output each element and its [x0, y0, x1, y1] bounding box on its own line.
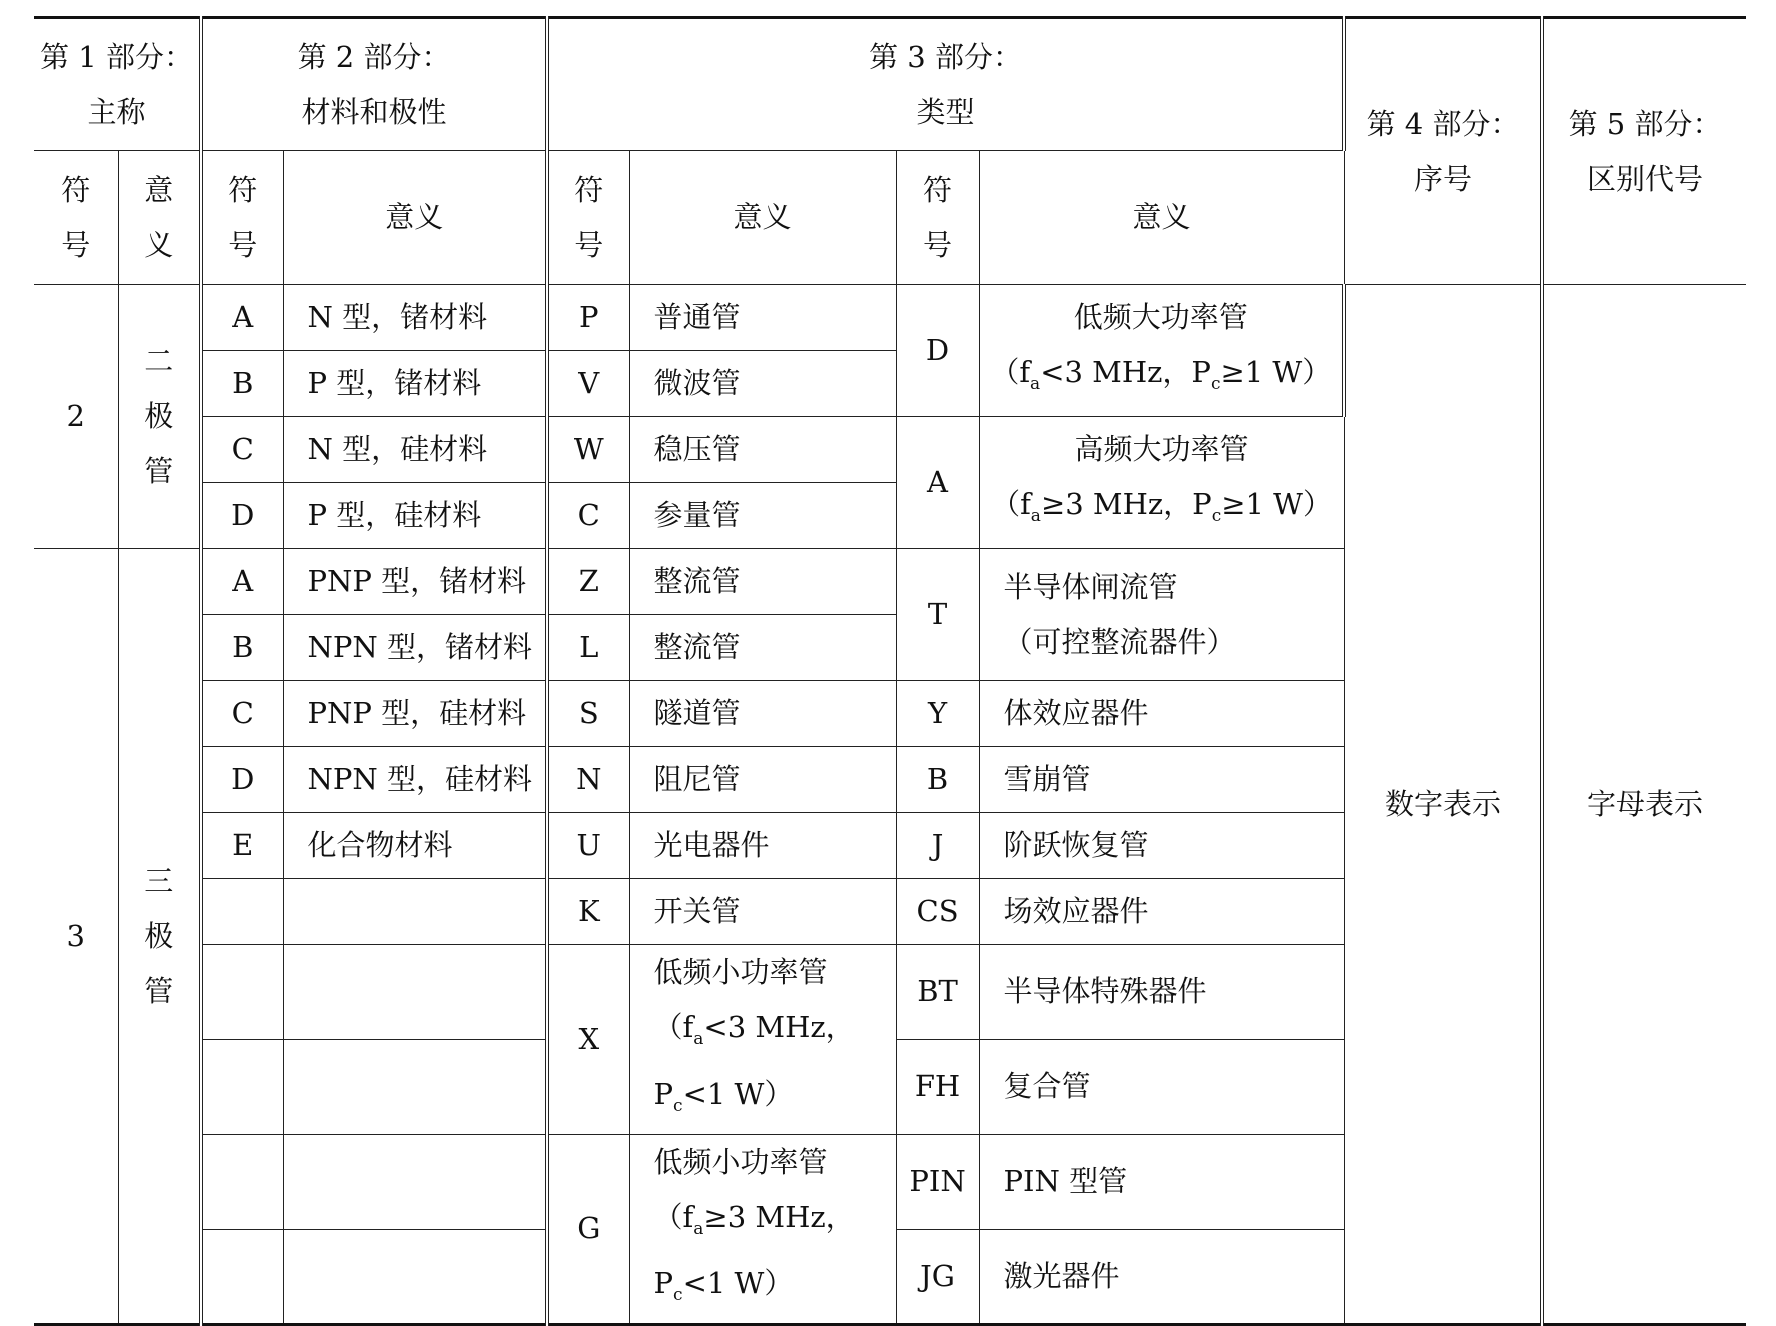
- part3-meaning-condition-2: $P_c<1$ W）: [653, 1266, 794, 1306]
- part2-symbol-empty: [201, 1134, 283, 1229]
- part3-right-meaning: 雪崩管: [979, 747, 1344, 813]
- part3-right-meaning: 阶跃恢复管: [979, 813, 1344, 879]
- part3-meaning: 普通管: [629, 285, 896, 351]
- part2-symbol-empty: [201, 879, 283, 945]
- part3-right-symbol: PIN: [896, 1134, 979, 1229]
- part3-subtitle: 类型: [916, 94, 975, 129]
- part3-meaning: [629, 945, 896, 1135]
- part2-meaning-empty: [283, 879, 547, 945]
- part3-meaning: 开关管: [629, 879, 896, 945]
- part2-symbol: C: [201, 417, 283, 483]
- part1-meaning-header: 意 义: [118, 151, 201, 285]
- part3-meaning-label: 低频小功率管: [653, 955, 828, 989]
- part2-symbol: B: [201, 351, 283, 417]
- part2-symbol-empty: [201, 1039, 283, 1134]
- part3-symbol: X: [547, 945, 629, 1135]
- part3-right-symbol: BT: [896, 945, 979, 1040]
- part3-symbol-header-b: 符 号: [896, 151, 979, 285]
- part3-meaning-condition-1: （$f_a\ge 3$ MHz，: [653, 1199, 855, 1239]
- part1-symbol-diode: 2: [34, 285, 118, 549]
- part3-meaning: [629, 1134, 896, 1325]
- part3-right-symbol: T: [896, 549, 979, 681]
- part3-right-symbol: B: [896, 747, 979, 813]
- part3-meaning-label: 低频小功率管: [653, 1144, 828, 1179]
- part3-right-meaning: 半导体特殊器件: [979, 945, 1344, 1040]
- part2-meaning: N 型，锗材料: [283, 285, 547, 351]
- part3-right-meaning-label: 半导体闸流管: [1003, 569, 1178, 604]
- part2-meaning: NPN 型，硅材料: [283, 747, 547, 813]
- part1-title: 第 1 部分：: [40, 39, 193, 74]
- part3-symbol: V: [547, 351, 629, 417]
- part2-symbol: C: [201, 681, 283, 747]
- part2-meaning-empty: [283, 1039, 547, 1134]
- part3-meaning: 稳压管: [629, 417, 896, 483]
- part3-meaning: 光电器件: [629, 813, 896, 879]
- part3-right-symbol: CS: [896, 879, 979, 945]
- part2-symbol: D: [201, 747, 283, 813]
- part2-meaning: P 型，硅材料: [283, 483, 547, 549]
- part2-meaning: NPN 型，锗材料: [283, 615, 547, 681]
- part2-meaning: PNP 型，锗材料: [283, 549, 547, 615]
- part3-right-meaning: 体效应器件: [979, 681, 1344, 747]
- part3-meaning: 整流管: [629, 549, 896, 615]
- part3-meaning: 微波管: [629, 351, 896, 417]
- part3-meaning-condition-2: $P_c<1$ W）: [653, 1076, 794, 1116]
- part4-value: 数字表示: [1344, 285, 1542, 1325]
- part4-title: 第 4 部分：: [1366, 106, 1520, 141]
- part3-right-meaning: 场效应器件: [979, 879, 1344, 945]
- part3-right-meaning-label: 高频大功率管: [1074, 431, 1249, 466]
- part3-right-meaning-condition: （$f_a<3$ MHz，$P_c\ge 1$ W）: [990, 354, 1332, 394]
- part2-symbol: E: [201, 813, 283, 879]
- semiconductor-naming-table: [34, 16, 1746, 1326]
- part2-symbol: A: [201, 285, 283, 351]
- part3-meaning: 整流管: [629, 615, 896, 681]
- part5-header: [1542, 18, 1746, 285]
- part2-meaning: P 型，锗材料: [283, 351, 547, 417]
- part3-right-meaning: [979, 417, 1344, 549]
- part3-right-symbol: JG: [896, 1229, 979, 1324]
- part5-title: 第 5 部分：: [1568, 106, 1722, 141]
- part2-meaning-empty: [283, 1134, 547, 1229]
- part3-symbol: W: [547, 417, 629, 483]
- part3-title: 第 3 部分：: [869, 39, 1022, 74]
- part2-symbol-empty: [201, 945, 283, 1040]
- part2-title: 第 2 部分：: [297, 39, 451, 74]
- part3-symbol-header-a: 符 号: [547, 151, 629, 285]
- part3-symbol: L: [547, 615, 629, 681]
- part3-symbol: C: [547, 483, 629, 549]
- part2-meaning-header: 意义: [283, 151, 547, 285]
- part4-subtitle: 序号: [1414, 161, 1473, 196]
- part2-header: [201, 18, 547, 151]
- part3-right-symbol: Y: [896, 681, 979, 747]
- part3-right-meaning: PIN 型管: [979, 1134, 1344, 1229]
- part2-meaning-empty: [283, 945, 547, 1040]
- part2-subtitle: 材料和极性: [301, 94, 447, 129]
- part3-right-symbol: J: [896, 813, 979, 879]
- part3-meaning-header-a: 意义: [629, 151, 896, 285]
- part3-right-meaning-condition: （$f_a\ge 3$ MHz，$P_c\ge 1$ W）: [991, 486, 1332, 526]
- part2-symbol: D: [201, 483, 283, 549]
- part1-meaning-triode: 三 极 管: [118, 549, 201, 1325]
- part3-meaning-header-b: 意义: [979, 151, 1344, 285]
- part1-symbol-header: 符 号: [34, 151, 118, 285]
- part3-symbol: P: [547, 285, 629, 351]
- part1-meaning-diode: 二 极 管: [118, 285, 201, 549]
- part3-right-meaning: 复合管: [979, 1039, 1344, 1134]
- part1-subtitle: 主称: [87, 94, 146, 129]
- part2-meaning: 化合物材料: [283, 813, 547, 879]
- part3-symbol: K: [547, 879, 629, 945]
- part3-right-meaning-label: 低频大功率管: [1073, 299, 1248, 334]
- part2-meaning: PNP 型，硅材料: [283, 681, 547, 747]
- part3-symbol: U: [547, 813, 629, 879]
- part3-right-meaning: 激光器件: [979, 1229, 1344, 1324]
- part3-right-meaning: [979, 549, 1344, 681]
- part2-symbol: A: [201, 549, 283, 615]
- part2-symbol: B: [201, 615, 283, 681]
- part2-symbol-empty: [201, 1229, 283, 1324]
- part3-meaning-condition-1: （$f_a<3$ MHz，: [653, 1010, 855, 1049]
- part3-symbol: S: [547, 681, 629, 747]
- part4-header: [1344, 18, 1542, 285]
- part3-right-symbol: A: [896, 417, 979, 549]
- part3-right-symbol: FH: [896, 1039, 979, 1134]
- part2-symbol-header: 符 号: [201, 151, 283, 285]
- part3-symbol: Z: [547, 549, 629, 615]
- part3-symbol: G: [547, 1134, 629, 1325]
- part3-right-meaning-note: （可控整流器件）: [1003, 624, 1236, 659]
- part3-meaning: 阻尼管: [629, 747, 896, 813]
- part2-meaning: N 型，硅材料: [283, 417, 547, 483]
- part2-meaning-empty: [283, 1229, 547, 1324]
- part3-header: [547, 18, 1344, 151]
- part3-right-meaning: [979, 285, 1344, 417]
- part3-symbol: N: [547, 747, 629, 813]
- part3-meaning: 隧道管: [629, 681, 896, 747]
- part5-value: 字母表示: [1542, 285, 1746, 1325]
- part5-subtitle: 区别代号: [1587, 161, 1704, 196]
- part3-meaning: 参量管: [629, 483, 896, 549]
- part1-header: [34, 18, 201, 151]
- part3-right-symbol: D: [896, 285, 979, 417]
- part1-symbol-triode: 3: [34, 549, 118, 1325]
